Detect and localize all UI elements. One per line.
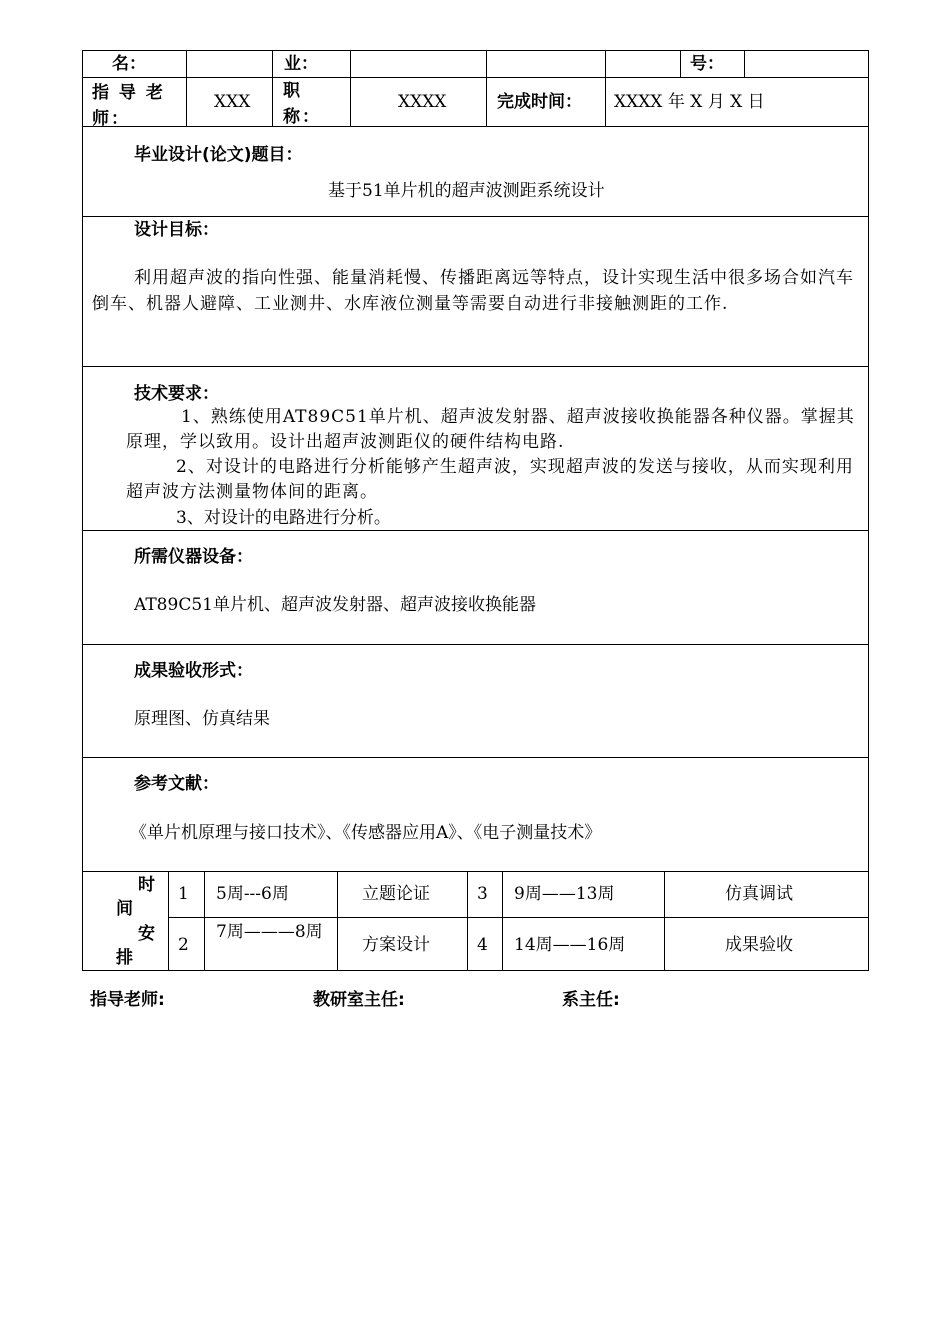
name-label: 名： [112, 54, 146, 74]
requirement-item-2: 2、对设计的电路进行分析能够产生超声波，实现超声波的发送与接收，从而实现利用超声波方法测量物体间的距离。 [126, 457, 854, 502]
schedule-label-2: 间 [116, 899, 133, 919]
schedule-row1-task1: 立题论证 [362, 884, 430, 904]
finish-time-label: 完成时间： [497, 92, 582, 112]
schedule-row2-task2: 成果验收 [725, 935, 793, 955]
student-number-label: 号： [690, 54, 724, 74]
footer-director-signature: 教研室主任: [313, 990, 405, 1010]
goal-label: 设计目标： [134, 220, 219, 240]
schedule-row1-weeks1: 5周---6周 [216, 884, 289, 904]
requirement-item-1: 1、熟练使用AT89C51单片机、超声波发射器、超声波接收换能器各种仪器。掌握其原理，学以致用。设计出超声波测距仪的硬件结构电路. [126, 407, 855, 452]
footer-advisor-signature: 指导老师: [90, 990, 165, 1010]
advisor-value: XXX [214, 92, 251, 112]
schedule-row2-task1: 方案设计 [362, 935, 430, 955]
schedule-label-3: 安 [138, 924, 155, 944]
references-text: 《单片机原理与接口技术》、《传感器应用A》、《电子测量技术》 [130, 823, 602, 843]
schedule-row2-index1: 2 [178, 935, 189, 955]
references-label: 参考文献： [134, 774, 219, 794]
major-label: 业： [284, 54, 318, 74]
equipment-label: 所需仪器设备： [134, 547, 253, 567]
finish-time-value: XXXX 年 X 月 X 日 [614, 92, 765, 112]
acceptance-label: 成果验收形式： [134, 661, 253, 681]
schedule-row1-index2: 3 [477, 884, 488, 904]
schedule-row1-index1: 1 [178, 884, 189, 904]
requirements-label: 技术要求： [134, 384, 219, 404]
topic-value: 基于51单片机的超声波测距系统设计 [328, 181, 605, 201]
schedule-label-1: 时 [138, 875, 155, 895]
schedule-row2-weeks1: 7周———8周 [216, 922, 323, 942]
goal-text: 利用超声波的指向性强、能量消耗慢、传播距离远等特点，设计实现生活中很多场合如汽车倒车、机器人避障、工业测井、水库液位测量等需要自动进行非接触测距的工作. [92, 268, 854, 314]
equipment-text: AT89C51单片机、超声波发射器、超声波接收换能器 [134, 595, 536, 615]
advisor-label: 指 导 老 师： [92, 83, 165, 129]
schedule-row1-task2: 仿真调试 [725, 884, 793, 904]
acceptance-text: 原理图、仿真结果 [134, 709, 270, 729]
job-title-value: XXXX [398, 92, 447, 112]
job-title-label: 职 称： [283, 81, 321, 127]
schedule-row1-weeks2: 9周——13周 [514, 884, 615, 904]
schedule-row2-weeks2: 14周——16周 [514, 935, 626, 955]
requirement-item-3: 3、对设计的电路进行分析。 [176, 508, 391, 528]
footer-dept-head-signature: 系主任: [562, 990, 620, 1010]
schedule-row2-index2: 4 [477, 935, 488, 955]
topic-label: 毕业设计(论文)题目： [134, 145, 303, 165]
schedule-label-4: 排 [116, 948, 133, 968]
